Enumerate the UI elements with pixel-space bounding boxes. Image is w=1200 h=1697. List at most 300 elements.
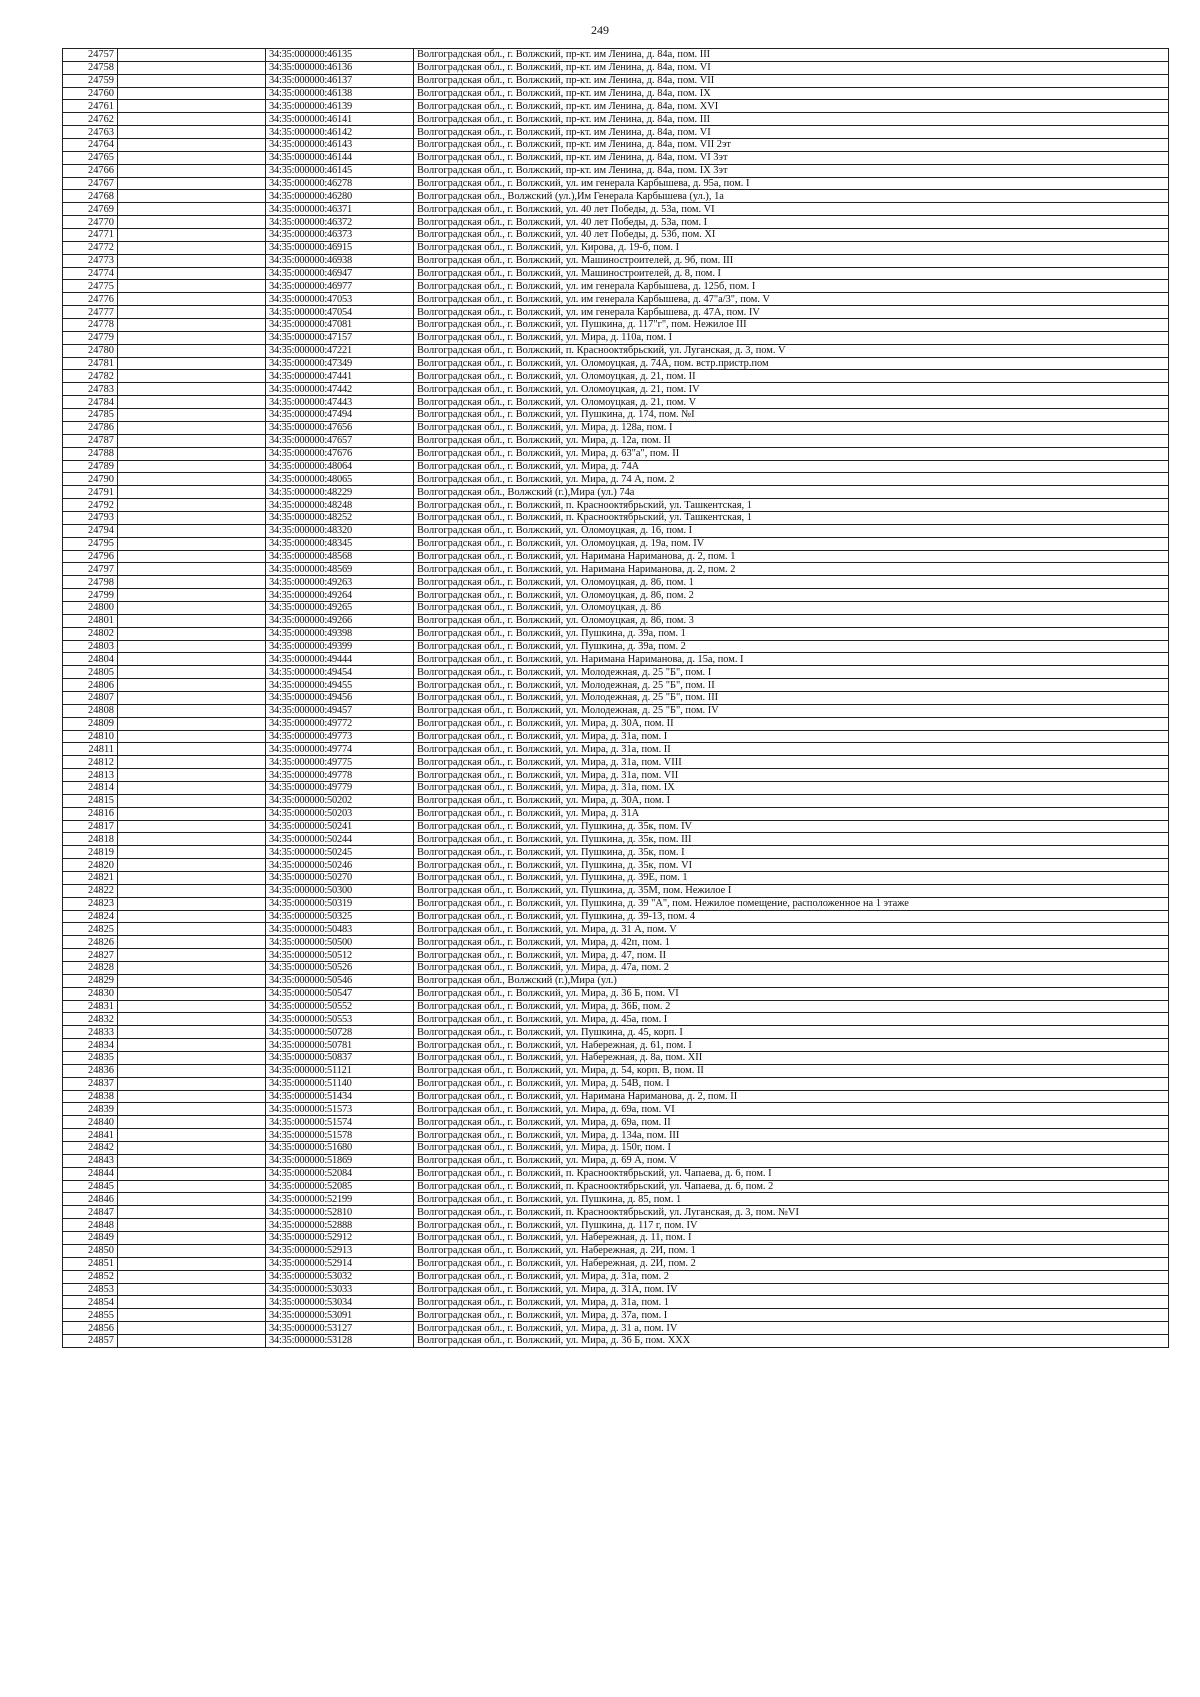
blank-cell bbox=[118, 794, 266, 807]
cadastral-number-cell: 34:35:000000:49264 bbox=[266, 589, 414, 602]
table-row bbox=[63, 949, 1169, 962]
address-cell: Волгоградская обл., г. Волжский, ул. Мира, д. 31а, пом. I bbox=[414, 730, 1169, 743]
blank-cell bbox=[118, 884, 266, 897]
row-number-cell: 24855 bbox=[63, 1309, 118, 1322]
table-row bbox=[63, 331, 1169, 344]
row-number-cell: 24831 bbox=[63, 1000, 118, 1013]
row-number-cell: 24769 bbox=[63, 203, 118, 216]
blank-cell bbox=[118, 1142, 266, 1155]
cadastral-number-cell: 34:35:000000:46143 bbox=[266, 139, 414, 152]
address-cell: Волгоградская обл., г. Волжский, ул. Оломоуцкая, д. 16, пом. I bbox=[414, 524, 1169, 537]
blank-cell bbox=[118, 846, 266, 859]
table-row bbox=[63, 524, 1169, 537]
table-row bbox=[63, 563, 1169, 576]
cadastral-number-cell: 34:35:000000:46278 bbox=[266, 177, 414, 190]
address-cell: Волгоградская обл., г. Волжский, ул. Мира, д. 69а, пом. II bbox=[414, 1116, 1169, 1129]
cadastral-number-cell: 34:35:000000:52888 bbox=[266, 1219, 414, 1232]
table-row bbox=[63, 319, 1169, 332]
address-cell: Волгоградская обл., Волжский (г.),Мира (ул.) 74а bbox=[414, 486, 1169, 499]
blank-cell bbox=[118, 396, 266, 409]
blank-cell bbox=[118, 319, 266, 332]
address-cell: Волгоградская обл., г. Волжский, ул. им генерала Карбышева, д. 125б, пом. I bbox=[414, 280, 1169, 293]
blank-cell bbox=[118, 344, 266, 357]
row-number-cell: 24768 bbox=[63, 190, 118, 203]
blank-cell bbox=[118, 923, 266, 936]
table-row bbox=[63, 1283, 1169, 1296]
cadastral-number-cell: 34:35:000000:50526 bbox=[266, 962, 414, 975]
address-cell: Волгоградская обл., г. Волжский, ул. Мира, д. 36 Б, пом. XXX bbox=[414, 1334, 1169, 1347]
cadastral-number-cell: 34:35:000000:47081 bbox=[266, 319, 414, 332]
table-row bbox=[63, 293, 1169, 306]
address-cell: Волгоградская обл., г. Волжский, ул. Мира, д. 31а, пом. 2 bbox=[414, 1270, 1169, 1283]
row-number-cell: 24798 bbox=[63, 576, 118, 589]
blank-cell bbox=[118, 267, 266, 280]
blank-cell bbox=[118, 1244, 266, 1257]
register-body bbox=[63, 49, 1169, 1348]
table-row bbox=[63, 447, 1169, 460]
table-row bbox=[63, 229, 1169, 242]
row-number-cell: 24838 bbox=[63, 1090, 118, 1103]
blank-cell bbox=[118, 203, 266, 216]
row-number-cell: 24847 bbox=[63, 1206, 118, 1219]
address-cell: Волгоградская обл., г. Волжский, пр-кт. им Ленина, д. 84а, пом. XVI bbox=[414, 100, 1169, 113]
blank-cell bbox=[118, 1103, 266, 1116]
blank-cell bbox=[118, 1013, 266, 1026]
cadastral-number-cell: 34:35:000000:49398 bbox=[266, 627, 414, 640]
cadastral-number-cell: 34:35:000000:47656 bbox=[266, 421, 414, 434]
address-cell: Волгоградская обл., г. Волжский, ул. Оломоуцкая, д. 19а, пом. IV bbox=[414, 537, 1169, 550]
table-row bbox=[63, 1064, 1169, 1077]
blank-cell bbox=[118, 473, 266, 486]
address-cell: Волгоградская обл., г. Волжский, ул. Мира, д. 31 а, пом. IV bbox=[414, 1322, 1169, 1335]
blank-cell bbox=[118, 190, 266, 203]
cadastral-number-cell: 34:35:000000:50546 bbox=[266, 974, 414, 987]
row-number-cell: 24766 bbox=[63, 164, 118, 177]
address-cell: Волгоградская обл., г. Волжский, ул. Оломоуцкая, д. 74А, пом. встр.пристр.пом bbox=[414, 357, 1169, 370]
cadastral-number-cell: 34:35:000000:49454 bbox=[266, 666, 414, 679]
table-row bbox=[63, 936, 1169, 949]
cadastral-number-cell: 34:35:000000:50270 bbox=[266, 872, 414, 885]
address-cell: Волгоградская обл., г. Волжский, ул. Мира, д. 31а, пом. 1 bbox=[414, 1296, 1169, 1309]
address-cell: Волгоградская обл., г. Волжский, ул. Оломоуцкая, д. 86, пом. 3 bbox=[414, 614, 1169, 627]
blank-cell bbox=[118, 280, 266, 293]
page-number: 249 bbox=[591, 23, 609, 37]
table-row bbox=[63, 730, 1169, 743]
cadastral-number-cell: 34:35:000000:49779 bbox=[266, 781, 414, 794]
address-cell: Волгоградская обл., г. Волжский, ул. Набережная, д. 8а, пом. XII bbox=[414, 1052, 1169, 1065]
cadastral-number-cell: 34:35:000000:48320 bbox=[266, 524, 414, 537]
row-number-cell: 24801 bbox=[63, 614, 118, 627]
table-row bbox=[63, 1232, 1169, 1245]
address-cell: Волгоградская обл., г. Волжский, ул. Мира, д. 37а, пом. I bbox=[414, 1309, 1169, 1322]
row-number-cell: 24854 bbox=[63, 1296, 118, 1309]
blank-cell bbox=[118, 666, 266, 679]
row-number-cell: 24778 bbox=[63, 319, 118, 332]
blank-cell bbox=[118, 589, 266, 602]
table-row bbox=[63, 1026, 1169, 1039]
row-number-cell: 24793 bbox=[63, 511, 118, 524]
cadastral-number-cell: 34:35:000000:52085 bbox=[266, 1180, 414, 1193]
blank-cell bbox=[118, 1090, 266, 1103]
address-cell: Волгоградская обл., г. Волжский, пр-кт. им Ленина, д. 84а, пом. III bbox=[414, 49, 1169, 62]
cadastral-number-cell: 34:35:000000:53032 bbox=[266, 1270, 414, 1283]
table-row bbox=[63, 846, 1169, 859]
row-number-cell: 24821 bbox=[63, 872, 118, 885]
row-number-cell: 24820 bbox=[63, 859, 118, 872]
address-cell: Волгоградская обл., г. Волжский, ул. Пушкина, д. 35М, пом. Нежилое I bbox=[414, 884, 1169, 897]
row-number-cell: 24809 bbox=[63, 717, 118, 730]
cadastral-number-cell: 34:35:000000:47441 bbox=[266, 370, 414, 383]
table-row bbox=[63, 1013, 1169, 1026]
cadastral-number-cell: 34:35:000000:46142 bbox=[266, 126, 414, 139]
cadastral-number-cell: 34:35:000000:48345 bbox=[266, 537, 414, 550]
row-number-cell: 24806 bbox=[63, 679, 118, 692]
blank-cell bbox=[118, 1232, 266, 1245]
blank-cell bbox=[118, 164, 266, 177]
table-row bbox=[63, 409, 1169, 422]
table-row bbox=[63, 100, 1169, 113]
blank-cell bbox=[118, 987, 266, 1000]
blank-cell bbox=[118, 1334, 266, 1347]
table-row bbox=[63, 49, 1169, 62]
row-number-cell: 24814 bbox=[63, 781, 118, 794]
table-row bbox=[63, 704, 1169, 717]
address-cell: Волгоградская обл., г. Волжский, ул. Мира, д. 74 А, пом. 2 bbox=[414, 473, 1169, 486]
address-cell: Волгоградская обл., г. Волжский, ул. Мира, д. 150г, пом. I bbox=[414, 1142, 1169, 1155]
row-number-cell: 24800 bbox=[63, 601, 118, 614]
blank-cell bbox=[118, 897, 266, 910]
cadastral-number-cell: 34:35:000000:50837 bbox=[266, 1052, 414, 1065]
table-row bbox=[63, 473, 1169, 486]
table-row bbox=[63, 1257, 1169, 1270]
cadastral-number-cell: 34:35:000000:53033 bbox=[266, 1283, 414, 1296]
cadastral-number-cell: 34:35:000000:48065 bbox=[266, 473, 414, 486]
blank-cell bbox=[118, 100, 266, 113]
blank-cell bbox=[118, 1000, 266, 1013]
row-number-cell: 24810 bbox=[63, 730, 118, 743]
address-cell: Волгоградская обл., г. Волжский, ул. Пушкина, д. 39-13, пом. 4 bbox=[414, 910, 1169, 923]
row-number-cell: 24797 bbox=[63, 563, 118, 576]
row-number-cell: 24771 bbox=[63, 229, 118, 242]
cadastral-number-cell: 34:35:000000:46139 bbox=[266, 100, 414, 113]
cadastral-number-cell: 34:35:000000:51121 bbox=[266, 1064, 414, 1077]
blank-cell bbox=[118, 1077, 266, 1090]
address-cell: Волгоградская обл., г. Волжский, пр-кт. им Ленина, д. 84а, пом. VI 3эт bbox=[414, 151, 1169, 164]
cadastral-number-cell: 34:35:000000:50728 bbox=[266, 1026, 414, 1039]
row-number-cell: 24796 bbox=[63, 550, 118, 563]
cadastral-number-cell: 34:35:000000:52084 bbox=[266, 1167, 414, 1180]
address-cell: Волгоградская обл., г. Волжский, ул. Пушкина, д. 35к, пом. III bbox=[414, 833, 1169, 846]
blank-cell bbox=[118, 769, 266, 782]
blank-cell bbox=[118, 576, 266, 589]
cadastral-number-cell: 34:35:000000:50483 bbox=[266, 923, 414, 936]
cadastral-number-cell: 34:35:000000:51578 bbox=[266, 1129, 414, 1142]
cadastral-number-cell: 34:35:000000:53091 bbox=[266, 1309, 414, 1322]
address-cell: Волгоградская обл., г. Волжский, ул. Наримана Нариманова, д. 2, пом. II bbox=[414, 1090, 1169, 1103]
address-cell: Волгоградская обл., г. Волжский, ул. Оломоуцкая, д. 21, пом. IV bbox=[414, 383, 1169, 396]
address-cell: Волгоградская обл., г. Волжский, ул. Пушкина, д. 117"г", пом. Нежилое III bbox=[414, 319, 1169, 332]
blank-cell bbox=[118, 370, 266, 383]
table-row bbox=[63, 666, 1169, 679]
row-number-cell: 24828 bbox=[63, 962, 118, 975]
table-row bbox=[63, 499, 1169, 512]
cadastral-number-cell: 34:35:000000:53034 bbox=[266, 1296, 414, 1309]
blank-cell bbox=[118, 1167, 266, 1180]
row-number-cell: 24836 bbox=[63, 1064, 118, 1077]
address-cell: Волгоградская обл., г. Волжский, ул. Мира, д. 47а, пом. 2 bbox=[414, 962, 1169, 975]
row-number-cell: 24840 bbox=[63, 1116, 118, 1129]
table-row bbox=[63, 820, 1169, 833]
table-row bbox=[63, 691, 1169, 704]
row-number-cell: 24818 bbox=[63, 833, 118, 846]
table-row bbox=[63, 1180, 1169, 1193]
blank-cell bbox=[118, 1193, 266, 1206]
table-row bbox=[63, 306, 1169, 319]
table-row bbox=[63, 151, 1169, 164]
address-cell: Волгоградская обл., г. Волжский, ул. Мира, д. 36Б, пом. 2 bbox=[414, 1000, 1169, 1013]
row-number-cell: 24803 bbox=[63, 640, 118, 653]
row-number-cell: 24805 bbox=[63, 666, 118, 679]
row-number-cell: 24834 bbox=[63, 1039, 118, 1052]
table-row bbox=[63, 61, 1169, 74]
cadastral-number-cell: 34:35:000000:52913 bbox=[266, 1244, 414, 1257]
cadastral-number-cell: 34:35:000000:47676 bbox=[266, 447, 414, 460]
table-row bbox=[63, 460, 1169, 473]
cadastral-number-cell: 34:35:000000:46371 bbox=[266, 203, 414, 216]
address-cell: Волгоградская обл., г. Волжский, ул. Мира, д. 31 А, пом. V bbox=[414, 923, 1169, 936]
row-number-cell: 24857 bbox=[63, 1334, 118, 1347]
address-cell: Волгоградская обл., г. Волжский, ул. Мира, д. 31а, пом. VIII bbox=[414, 756, 1169, 769]
table-row bbox=[63, 164, 1169, 177]
cadastral-number-cell: 34:35:000000:52810 bbox=[266, 1206, 414, 1219]
table-row bbox=[63, 267, 1169, 280]
row-number-cell: 24843 bbox=[63, 1154, 118, 1167]
blank-cell bbox=[118, 151, 266, 164]
address-cell: Волгоградская обл., г. Волжский, ул. Молодежная, д. 25 "Б", пом. III bbox=[414, 691, 1169, 704]
cadastral-number-cell: 34:35:000000:46947 bbox=[266, 267, 414, 280]
table-row bbox=[63, 640, 1169, 653]
table-row bbox=[63, 897, 1169, 910]
table-row bbox=[63, 756, 1169, 769]
blank-cell bbox=[118, 1309, 266, 1322]
address-cell: Волгоградская обл., г. Волжский, ул. Наримана Нариманова, д. 2, пом. 2 bbox=[414, 563, 1169, 576]
address-cell: Волгоградская обл., г. Волжский, ул. Оломоуцкая, д. 86 bbox=[414, 601, 1169, 614]
row-number-cell: 24779 bbox=[63, 331, 118, 344]
row-number-cell: 24794 bbox=[63, 524, 118, 537]
address-cell: Волгоградская обл., г. Волжский, ул. Пушкина, д. 39а, пом. 2 bbox=[414, 640, 1169, 653]
blank-cell bbox=[118, 962, 266, 975]
blank-cell bbox=[118, 357, 266, 370]
cadastral-number-cell: 34:35:000000:46144 bbox=[266, 151, 414, 164]
blank-cell bbox=[118, 730, 266, 743]
table-row bbox=[63, 653, 1169, 666]
blank-cell bbox=[118, 1064, 266, 1077]
blank-cell bbox=[118, 1039, 266, 1052]
row-number-cell: 24777 bbox=[63, 306, 118, 319]
address-cell: Волгоградская обл., г. Волжский, ул. Оломоуцкая, д. 86, пом. 2 bbox=[414, 589, 1169, 602]
cadastral-number-cell: 34:35:000000:49772 bbox=[266, 717, 414, 730]
address-cell: Волгоградская обл., г. Волжский, ул. Молодежная, д. 25 "Б", пом. I bbox=[414, 666, 1169, 679]
row-number-cell: 24856 bbox=[63, 1322, 118, 1335]
row-number-cell: 24789 bbox=[63, 460, 118, 473]
blank-cell bbox=[118, 756, 266, 769]
cadastral-number-cell: 34:35:000000:47053 bbox=[266, 293, 414, 306]
cadastral-number-cell: 34:35:000000:50781 bbox=[266, 1039, 414, 1052]
cadastral-number-cell: 34:35:000000:47443 bbox=[266, 396, 414, 409]
cadastral-number-cell: 34:35:000000:46938 bbox=[266, 254, 414, 267]
table-row bbox=[63, 486, 1169, 499]
table-row bbox=[63, 1039, 1169, 1052]
row-number-cell: 24813 bbox=[63, 769, 118, 782]
cadastral-number-cell: 34:35:000000:52912 bbox=[266, 1232, 414, 1245]
blank-cell bbox=[118, 421, 266, 434]
row-number-cell: 24804 bbox=[63, 653, 118, 666]
cadastral-number-cell: 34:35:000000:49263 bbox=[266, 576, 414, 589]
address-cell: Волгоградская обл., Волжский (г.),Мира (ул.) bbox=[414, 974, 1169, 987]
row-number-cell: 24827 bbox=[63, 949, 118, 962]
row-number-cell: 24780 bbox=[63, 344, 118, 357]
table-row bbox=[63, 807, 1169, 820]
cadastral-number-cell: 34:35:000000:50300 bbox=[266, 884, 414, 897]
address-cell: Волгоградская обл., г. Волжский, ул. Кирова, д. 19-б, пом. I bbox=[414, 241, 1169, 254]
blank-cell bbox=[118, 1322, 266, 1335]
address-cell: Волгоградская обл., г. Волжский, ул. Набережная, д. 2И, пом. 2 bbox=[414, 1257, 1169, 1270]
cadastral-number-cell: 34:35:000000:47442 bbox=[266, 383, 414, 396]
blank-cell bbox=[118, 872, 266, 885]
table-row bbox=[63, 344, 1169, 357]
cadastral-number-cell: 34:35:000000:51434 bbox=[266, 1090, 414, 1103]
blank-cell bbox=[118, 434, 266, 447]
cadastral-number-cell: 34:35:000000:53127 bbox=[266, 1322, 414, 1335]
address-cell: Волгоградская обл., г. Волжский, ул. им генерала Карбышева, д. 47А, пом. IV bbox=[414, 306, 1169, 319]
address-cell: Волгоградская обл., г. Волжский, пр-кт. им Ленина, д. 84а, пом. VII 2эт bbox=[414, 139, 1169, 152]
row-number-cell: 24776 bbox=[63, 293, 118, 306]
row-number-cell: 24842 bbox=[63, 1142, 118, 1155]
blank-cell bbox=[118, 241, 266, 254]
cadastral-number-cell: 34:35:000000:47494 bbox=[266, 409, 414, 422]
blank-cell bbox=[118, 807, 266, 820]
address-cell: Волгоградская обл., г. Волжский, ул. Мира, д. 47, пом. II bbox=[414, 949, 1169, 962]
address-cell: Волгоградская обл., г. Волжский, ул. Пушкина, д. 39Е, пом. 1 bbox=[414, 872, 1169, 885]
table-row bbox=[63, 974, 1169, 987]
blank-cell bbox=[118, 254, 266, 267]
address-cell: Волгоградская обл., г. Волжский, ул. Оломоуцкая, д. 21, пом. V bbox=[414, 396, 1169, 409]
blank-cell bbox=[118, 1270, 266, 1283]
cadastral-number-cell: 34:35:000000:49266 bbox=[266, 614, 414, 627]
cadastral-number-cell: 34:35:000000:51140 bbox=[266, 1077, 414, 1090]
table-row bbox=[63, 717, 1169, 730]
cadastral-number-cell: 34:35:000000:49773 bbox=[266, 730, 414, 743]
table-row bbox=[63, 511, 1169, 524]
table-row bbox=[63, 126, 1169, 139]
blank-cell bbox=[118, 910, 266, 923]
cadastral-number-cell: 34:35:000000:50203 bbox=[266, 807, 414, 820]
blank-cell bbox=[118, 1154, 266, 1167]
blank-cell bbox=[118, 640, 266, 653]
blank-cell bbox=[118, 1180, 266, 1193]
row-number-cell: 24811 bbox=[63, 743, 118, 756]
table-row bbox=[63, 679, 1169, 692]
blank-cell bbox=[118, 614, 266, 627]
cadastral-number-cell: 34:35:000000:53128 bbox=[266, 1334, 414, 1347]
address-cell: Волгоградская обл., г. Волжский, п. Краснооктябрьский, ул. Луганская, д. 3, пом. №VI bbox=[414, 1206, 1169, 1219]
table-row bbox=[63, 601, 1169, 614]
cadastral-number-cell: 34:35:000000:46135 bbox=[266, 49, 414, 62]
address-cell: Волгоградская обл., г. Волжский, ул. Мира, д. 74А bbox=[414, 460, 1169, 473]
row-number-cell: 24825 bbox=[63, 923, 118, 936]
table-row bbox=[63, 962, 1169, 975]
address-cell: Волгоградская обл., г. Волжский, ул. Набережная, д. 61, пом. I bbox=[414, 1039, 1169, 1052]
cadastral-number-cell: 34:35:000000:51574 bbox=[266, 1116, 414, 1129]
address-cell: Волгоградская обл., г. Волжский, ул. Машиностроителей, д. 8, пом. I bbox=[414, 267, 1169, 280]
blank-cell bbox=[118, 936, 266, 949]
address-cell: Волгоградская обл., г. Волжский, ул. Мира, д. 69 А, пом. V bbox=[414, 1154, 1169, 1167]
blank-cell bbox=[118, 1206, 266, 1219]
cadastral-number-cell: 34:35:000000:48248 bbox=[266, 499, 414, 512]
blank-cell bbox=[118, 139, 266, 152]
blank-cell bbox=[118, 216, 266, 229]
cadastral-number-cell: 34:35:000000:48568 bbox=[266, 550, 414, 563]
table-row bbox=[63, 884, 1169, 897]
cadastral-number-cell: 34:35:000000:50319 bbox=[266, 897, 414, 910]
address-cell: Волгоградская обл., г. Волжский, ул. Мира, д. 31а, пом. VII bbox=[414, 769, 1169, 782]
address-cell: Волгоградская обл., г. Волжский, п. Краснооктябрьский, ул. Луганская, д. 3, пом. V bbox=[414, 344, 1169, 357]
table-row bbox=[63, 769, 1169, 782]
address-cell: Волгоградская обл., г. Волжский, ул. Пушкина, д. 35к, пом. VI bbox=[414, 859, 1169, 872]
table-row bbox=[63, 743, 1169, 756]
address-cell: Волгоградская обл., г. Волжский, ул. Пушкина, д. 39 "А", пом. Нежилое помещение, расположенное на 1 этаже bbox=[414, 897, 1169, 910]
address-cell: Волгоградская обл., г. Волжский, ул. Мира, д. 30А, пом. II bbox=[414, 717, 1169, 730]
row-number-cell: 24802 bbox=[63, 627, 118, 640]
table-row bbox=[63, 1103, 1169, 1116]
blank-cell bbox=[118, 126, 266, 139]
row-number-cell: 24790 bbox=[63, 473, 118, 486]
row-number-cell: 24761 bbox=[63, 100, 118, 113]
cadastral-number-cell: 34:35:000000:51869 bbox=[266, 1154, 414, 1167]
address-cell: Волгоградская обл., г. Волжский, ул. Молодежная, д. 25 "Б", пом. II bbox=[414, 679, 1169, 692]
row-number-cell: 24850 bbox=[63, 1244, 118, 1257]
blank-cell bbox=[118, 601, 266, 614]
table-row bbox=[63, 987, 1169, 1000]
address-cell: Волгоградская обл., г. Волжский, п. Краснооктябрьский, ул. Ташкентская, 1 bbox=[414, 499, 1169, 512]
row-number-cell: 24849 bbox=[63, 1232, 118, 1245]
address-cell: Волгоградская обл., г. Волжский, пр-кт. им Ленина, д. 84а, пом. VI bbox=[414, 126, 1169, 139]
row-number-cell: 24786 bbox=[63, 421, 118, 434]
table-row bbox=[63, 139, 1169, 152]
row-number-cell: 24772 bbox=[63, 241, 118, 254]
table-row bbox=[63, 1167, 1169, 1180]
row-number-cell: 24767 bbox=[63, 177, 118, 190]
blank-cell bbox=[118, 627, 266, 640]
address-cell: Волгоградская обл., г. Волжский, ул. Мира, д. 31А bbox=[414, 807, 1169, 820]
row-number-cell: 24759 bbox=[63, 74, 118, 87]
address-cell: Волгоградская обл., г. Волжский, ул. Мира, д. 31а, пом. II bbox=[414, 743, 1169, 756]
address-cell: Волгоградская обл., г. Волжский, пр-кт. им Ленина, д. 84а, пом. III bbox=[414, 113, 1169, 126]
cadastral-number-cell: 34:35:000000:49399 bbox=[266, 640, 414, 653]
table-row bbox=[63, 1296, 1169, 1309]
address-cell: Волгоградская обл., г. Волжский, ул. Мира, д. 12а, пом. II bbox=[414, 434, 1169, 447]
address-cell: Волгоградская обл., г. Волжский, ул. Оломоуцкая, д. 86, пом. 1 bbox=[414, 576, 1169, 589]
row-number-cell: 24826 bbox=[63, 936, 118, 949]
blank-cell bbox=[118, 524, 266, 537]
row-number-cell: 24774 bbox=[63, 267, 118, 280]
table-row bbox=[63, 589, 1169, 602]
address-cell: Волгоградская обл., г. Волжский, пр-кт. им Ленина, д. 84а, пом. IX bbox=[414, 87, 1169, 100]
table-row bbox=[63, 1154, 1169, 1167]
cadastral-number-cell: 34:35:000000:52199 bbox=[266, 1193, 414, 1206]
blank-cell bbox=[118, 113, 266, 126]
cadastral-number-cell: 34:35:000000:47349 bbox=[266, 357, 414, 370]
